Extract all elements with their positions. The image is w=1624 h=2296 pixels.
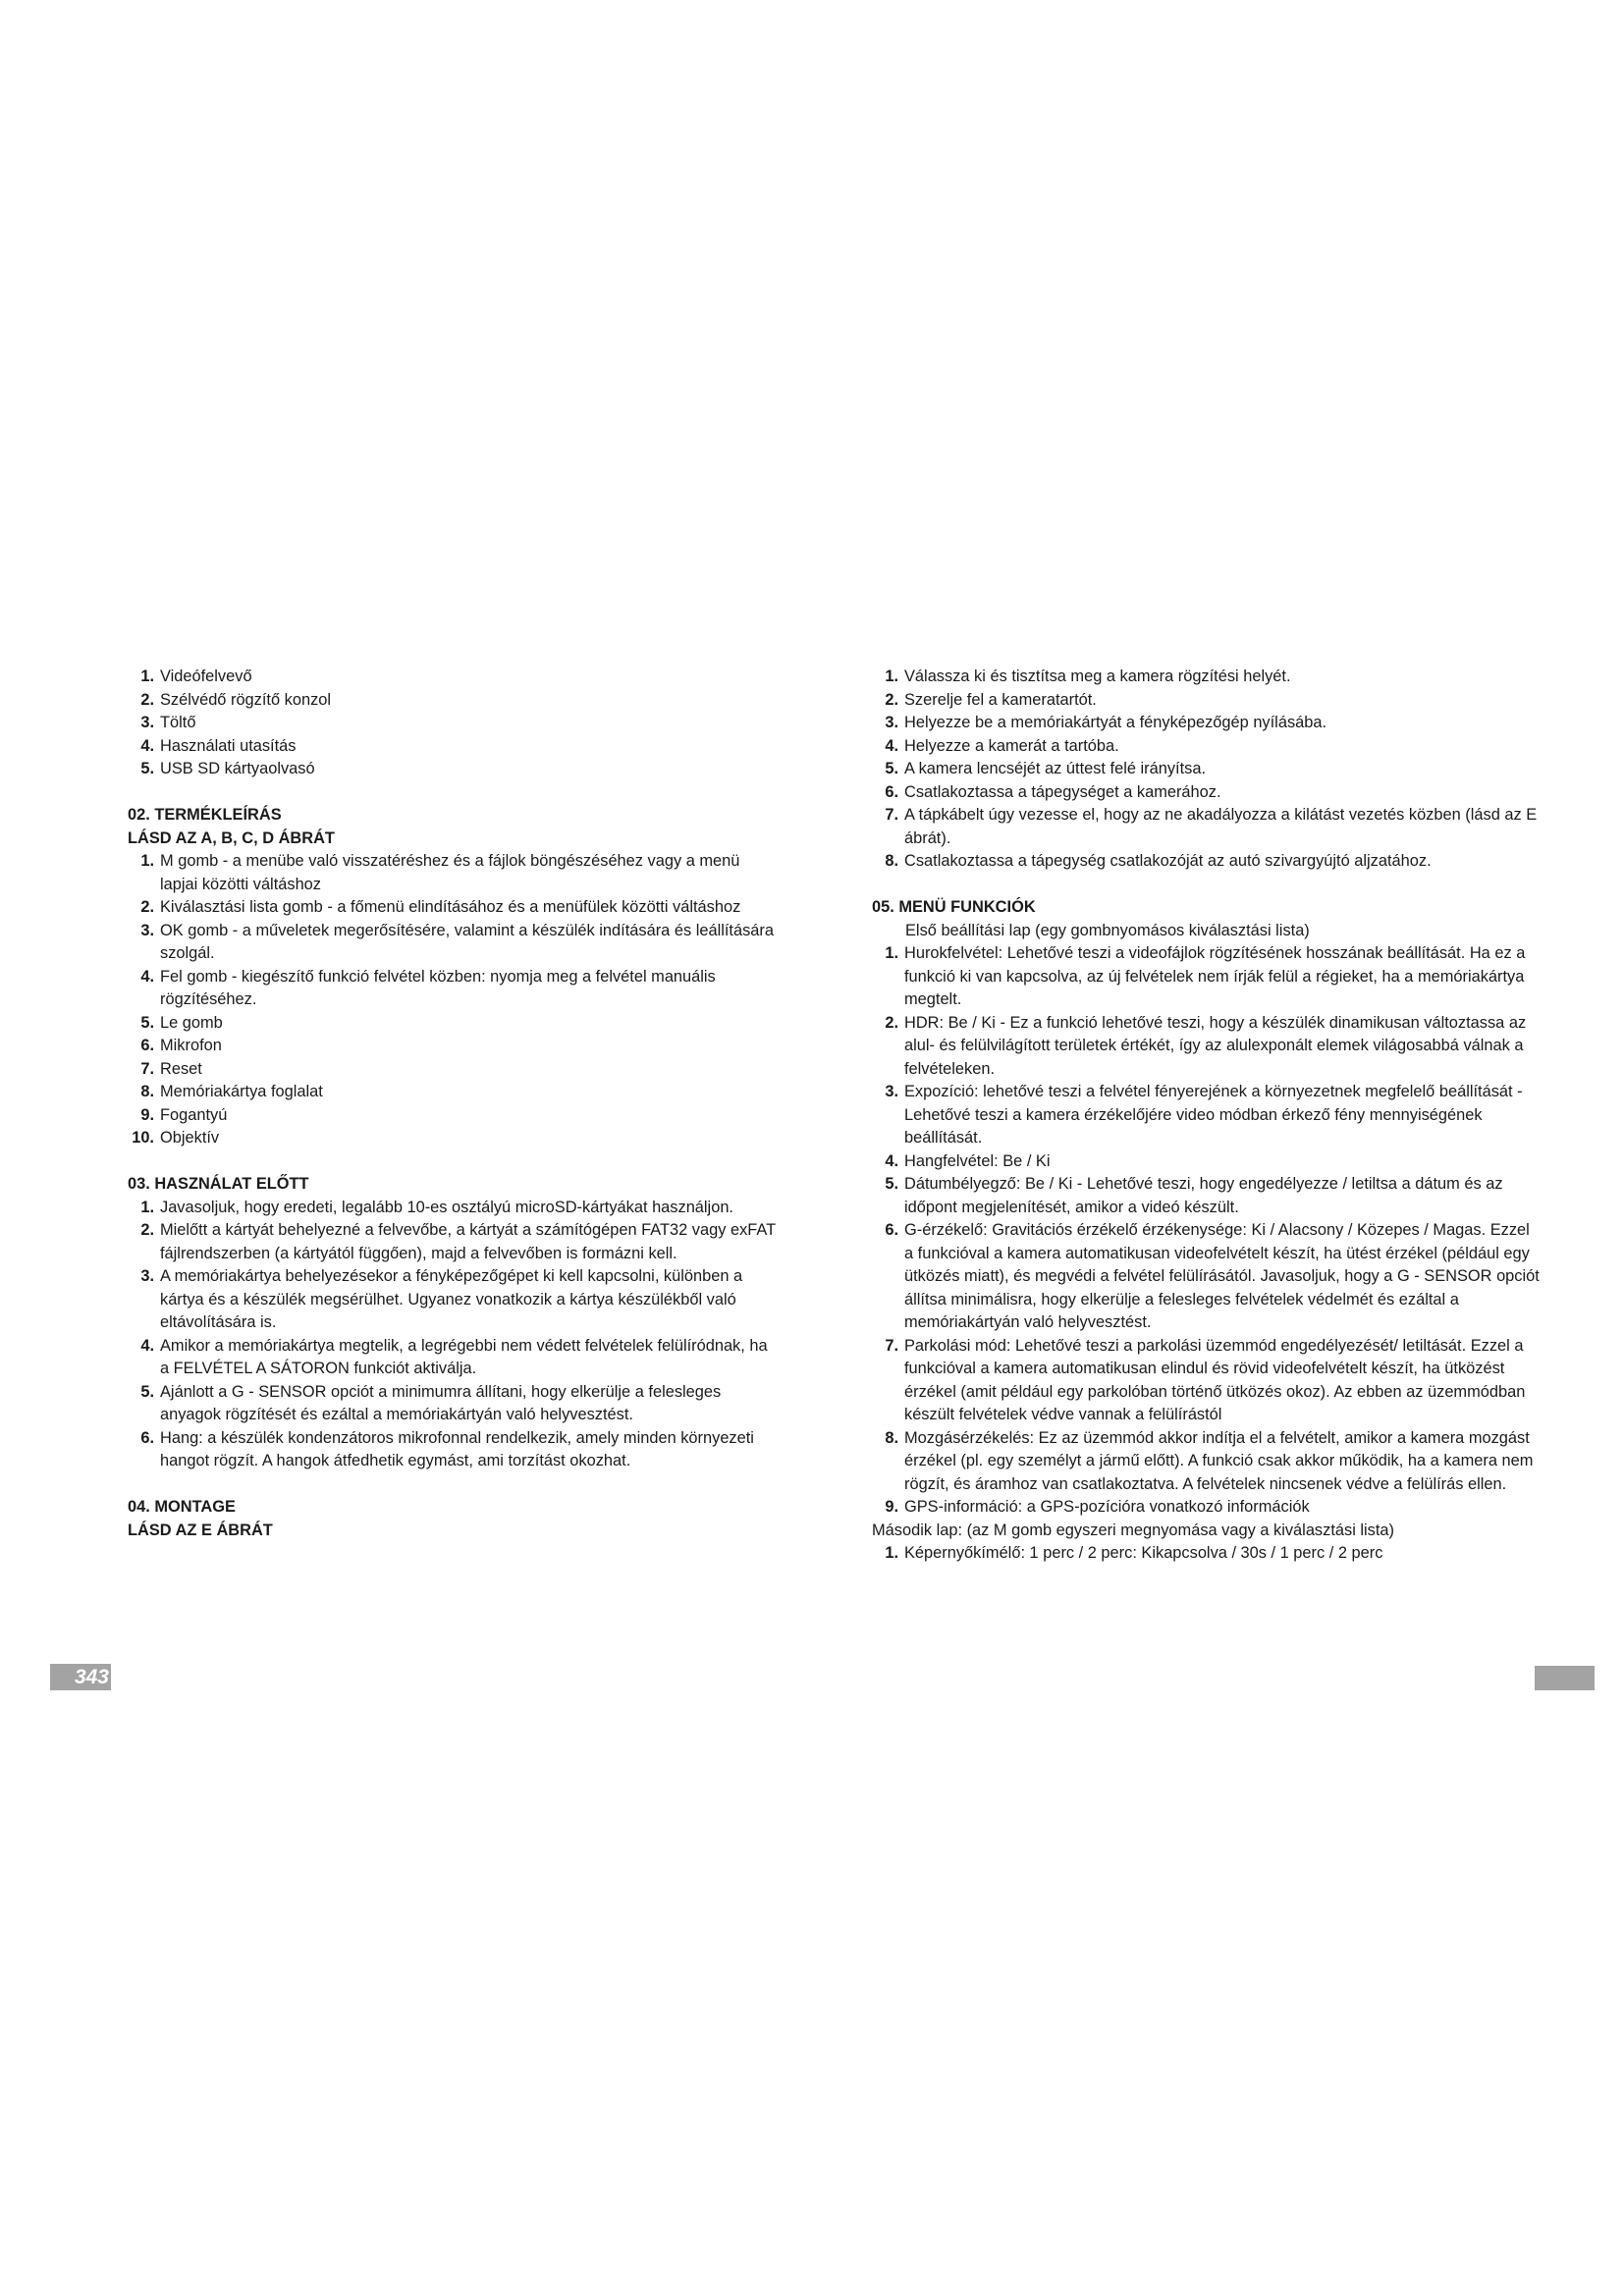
list-item xyxy=(132,758,776,781)
list-item-number: 4. xyxy=(885,1151,898,1170)
list-item-text: Csatlakoztassa a tápegység csatlakozóját az autó szivargyújtó aljzatához. xyxy=(904,852,1432,870)
list-item xyxy=(876,666,1540,689)
package-contents-list xyxy=(132,666,776,781)
list-item xyxy=(132,1058,776,1082)
list-item-text: Javasoljuk, hogy eredeti, legalább 10-es osztályú microSD-kártyákat használjon. xyxy=(160,1198,733,1216)
list-item-text: A memóriakártya behelyezésekor a fényképezőgépet ki kell kapcsolni, különben a kártya és a készülék megsérülhet. Ugyanez vonatkozik a kártya készülékből való eltávolítására is. xyxy=(160,1267,743,1331)
list-item-text: USB SD kártyaolvasó xyxy=(160,760,315,777)
list-item xyxy=(132,966,776,1012)
mounting-steps-list xyxy=(876,666,1540,874)
list-item xyxy=(876,850,1540,874)
list-item-number: 7. xyxy=(140,1059,154,1078)
list-item xyxy=(876,1081,1540,1150)
list-item-number: 9. xyxy=(885,1498,898,1516)
list-item-number: 1. xyxy=(140,1198,154,1216)
list-item-number: 3. xyxy=(140,921,154,939)
list-item-text: Hang: a készülék kondenzátoros mikrofonnal rendelkezik, amely minden környezeti hangot rögzít. A hangok átfedhetik egymást, ami torzítást okozhat. xyxy=(160,1428,754,1469)
list-item-text: Szélvédő rögzítő konzol xyxy=(160,690,332,709)
list-item-number: 4. xyxy=(885,736,898,755)
list-item-number: 3. xyxy=(885,1083,898,1100)
list-item-number: 10. xyxy=(132,1129,154,1147)
list-item xyxy=(876,1496,1540,1520)
product-description-list xyxy=(132,850,776,1150)
list-item-text: A kamera lencséjét az úttest felé irányítsa. xyxy=(904,760,1207,777)
list-item xyxy=(876,1150,1540,1174)
list-item-text: Mielőtt a kártyát behelyezné a felvevőbe, a kártyát a számítógépen FAT32 vagy exFAT fájlrendszerben (a kártyától függően), majd a felvevőben is formázni kell. xyxy=(160,1221,776,1262)
list-item-number: 5. xyxy=(140,1382,154,1401)
list-item-number: 6. xyxy=(140,1428,154,1447)
list-item-number: 4. xyxy=(140,967,154,986)
list-item xyxy=(876,712,1540,735)
list-item xyxy=(132,1427,776,1473)
list-item-text: A tápkábelt úgy vezesse el, hogy az ne akadályozza a kilátást vezetés közben (lásd az E ábrát). xyxy=(904,806,1538,847)
list-item-text: Reset xyxy=(160,1059,202,1078)
list-item-text: Képernyőkímélő: 1 perc / 2 perc: Kikapcsolva / 30s / 1 perc / 2 perc xyxy=(904,1544,1383,1562)
list-item xyxy=(132,1265,776,1335)
list-item-text: Ajánlott a G - SENSOR opciót a minimumra állítani, hogy elkerülje a felesleges anyagok rögzítését és ezáltal a memóriakártyán való helyvesztést. xyxy=(160,1382,722,1423)
list-item-text: Memóriakártya foglalat xyxy=(160,1083,323,1100)
list-item-text: Expozíció: lehetővé teszi a felvétel fényerejének a környezetnek megfelelő beállítását - Lehetővé teszi a kamera érzékelőjére video módban érkező fény mennyiségének beállítását. xyxy=(904,1083,1523,1147)
list-item xyxy=(876,942,1540,1012)
list-item-number: 6. xyxy=(140,1037,154,1054)
list-item-text: GPS-információ: a GPS-pozícióra vonatkozó információk xyxy=(904,1498,1310,1516)
section-05-second-tab: Második lap: (az M gomb egyszeri megnyomása vagy a kiválasztási lista) xyxy=(872,1521,1394,1539)
list-item xyxy=(132,1081,776,1104)
list-item xyxy=(132,1104,776,1128)
list-item-text: Válassza ki és tisztítsa meg a kamera rögzítési helyét. xyxy=(904,667,1291,685)
section-04-title: 04. MONTAGE xyxy=(128,1498,236,1516)
list-item xyxy=(132,896,776,920)
list-item-number: 3. xyxy=(140,1267,154,1285)
list-item-number: 2. xyxy=(885,690,898,709)
list-item xyxy=(132,735,776,759)
list-item xyxy=(132,1035,776,1058)
list-item-number: 3. xyxy=(885,714,898,731)
list-item-text: Használati utasítás xyxy=(160,736,297,755)
list-item-number: 8. xyxy=(140,1083,154,1100)
list-item-text: G-érzékelő: Gravitációs érzékelő érzékenysége: Ki / Alacsony / Közepes / Magas. Ezzel a funkcióval a kamera automatikusan videofelvételt készít, ha ütést érzékel (például egy ütközés miatt), és megvédi a felvétel felülírásától. Javasoljuk, hogy a G - SENSOR opciót állítsa minimálisra, hogy elkerülje a felesleges felvételek védelmét és ezáltal a memóriakártyán való helyvesztést. xyxy=(904,1221,1540,1331)
list-item-text: Parkolási mód: Lehetővé teszi a parkolási üzemmód engedélyezését/ letiltását. Ezzel a funkcióval a kamera automatikusan elindul és rövid videofelvételt készít, ha ütközést érzékel (amit például egy parkolóban történő ütközés okoz). Az ebben az üzemmódban készült felvételek védve vannak a felülírástól xyxy=(904,1336,1526,1423)
list-item-number: 3. xyxy=(140,714,154,731)
list-item xyxy=(132,1381,776,1427)
section-05-title: 05. MENÜ FUNKCIÓK xyxy=(872,898,1036,916)
list-item-text: Fogantyú xyxy=(160,1105,228,1124)
list-item-text: Objektív xyxy=(160,1129,220,1147)
list-item xyxy=(876,781,1540,805)
list-item xyxy=(876,804,1540,850)
list-item-number: 2. xyxy=(885,1013,898,1032)
right-page-tab xyxy=(1535,1666,1595,1690)
list-item-text: Mikrofon xyxy=(160,1037,222,1054)
right-column xyxy=(872,666,1540,1566)
section-05-subtitle: Első beállítási lap (egy gombnyomásos kiválasztási lista) xyxy=(905,921,1310,939)
list-item-number: 5. xyxy=(140,760,154,777)
list-item xyxy=(132,1127,776,1150)
list-item-number: 1. xyxy=(885,1544,898,1562)
list-item-text: Csatlakoztassa a tápegységet a kamerához. xyxy=(904,782,1221,801)
left-column xyxy=(128,666,776,1542)
list-item-number: 1. xyxy=(885,667,898,685)
list-item xyxy=(876,758,1540,781)
list-item-text: Videófelvevő xyxy=(160,667,252,685)
section-04-subtitle: LÁSD AZ E ÁBRÁT xyxy=(128,1521,273,1539)
list-item-text: Dátumbélyegző: Be / Ki - Lehetővé teszi, hogy engedélyezze / letiltsa a dátum és az időpont megjelenítését, amikor a videó készült. xyxy=(904,1175,1503,1216)
list-item-number: 2. xyxy=(140,898,154,916)
list-item xyxy=(132,1335,776,1381)
list-item-number: 1. xyxy=(885,944,898,962)
list-item-number: 6. xyxy=(885,782,898,801)
list-item-number: 5. xyxy=(140,1013,154,1032)
list-item-number: 9. xyxy=(140,1105,154,1124)
list-item-text: M gomb - a menübe való visszatéréshez és a fájlok böngészéséhez vagy a menü lapjai közötti váltáshoz xyxy=(160,852,740,893)
list-item-text: Helyezze a kamerát a tartóba. xyxy=(904,736,1119,755)
list-item-text: OK gomb - a műveletek megerősítésére, valamint a készülék indítására és leállítására szolgál. xyxy=(160,921,774,962)
list-item-number: 8. xyxy=(885,1428,898,1447)
list-item xyxy=(876,1012,1540,1082)
list-item xyxy=(132,666,776,689)
list-item xyxy=(876,1427,1540,1497)
list-item-number: 4. xyxy=(140,736,154,755)
before-use-list xyxy=(132,1197,776,1473)
list-item-number: 7. xyxy=(885,1336,898,1355)
list-item-number: 8. xyxy=(885,852,898,870)
list-item-number: 2. xyxy=(140,1221,154,1239)
list-item-number: 2. xyxy=(140,690,154,709)
list-item xyxy=(876,689,1540,713)
list-item-text: Szerelje fel a kameratartót. xyxy=(904,690,1097,709)
list-item-text: Mozgásérzékelés: Ez az üzemmód akkor indítja el a felvételt, amikor a kamera mozgást érzékel (pl. egy személyt a jármű előtt). A funkció csak akkor működik, ha a kamera nem rögzít, és áramhoz van csatlakoztatva. A felvételek nincsenek védve a felülírás ellen. xyxy=(904,1428,1534,1493)
list-item xyxy=(132,920,776,966)
list-item-text: Helyezze be a memóriakártyát a fényképezőgép nyílásába. xyxy=(904,714,1327,731)
list-item xyxy=(132,689,776,713)
list-item-number: 4. xyxy=(140,1336,154,1355)
list-item-text: Le gomb xyxy=(160,1013,223,1032)
list-item xyxy=(132,1219,776,1265)
page-number: 343 xyxy=(74,1666,109,1688)
list-item-number: 6. xyxy=(885,1221,898,1239)
list-item xyxy=(876,1173,1540,1219)
list-item-number: 5. xyxy=(885,760,898,777)
list-item xyxy=(132,712,776,735)
menu-functions-list xyxy=(876,942,1540,1520)
list-item-number: 1. xyxy=(140,667,154,685)
list-item-text: Fel gomb - kiegészítő funkció felvétel közben: nyomja meg a felvétel manuális rögzítéséhez. xyxy=(160,967,716,1008)
list-item-text: Amikor a memóriakártya megtelik, a legrégebbi nem védett felvételek felülíródnak, ha a FELVÉTEL A SÁTORON funkciót aktiválja. xyxy=(160,1336,768,1377)
list-item xyxy=(876,1542,1540,1566)
list-item xyxy=(132,1012,776,1036)
list-item xyxy=(132,850,776,896)
list-item xyxy=(876,1335,1540,1427)
list-item-text: Kiválasztási lista gomb - a főmenü elindításához és a menüfülek közötti váltáshoz xyxy=(160,898,741,916)
list-item-text: Hangfelvétel: Be / Ki xyxy=(904,1151,1051,1170)
list-item-text: Töltő xyxy=(160,714,196,731)
list-item xyxy=(132,1197,776,1220)
list-item xyxy=(876,735,1540,759)
second-tab-list xyxy=(876,1542,1540,1566)
list-item-number: 5. xyxy=(885,1175,898,1193)
list-item xyxy=(876,1219,1540,1335)
list-item-number: 1. xyxy=(140,852,154,870)
list-item-text: Hurokfelvétel: Lehetővé teszi a videofájlok rögzítésének hosszának beállítását. Ha ez a funkció ki van kapcsolva, az új felvételek nem írják felül a régieket, ha a memóriakártya megtelt. xyxy=(904,944,1526,1008)
section-02-subtitle: LÁSD AZ A, B, C, D ÁBRÁT xyxy=(128,828,335,847)
section-02-title: 02. TERMÉKLEÍRÁS xyxy=(128,806,282,824)
list-item-text: HDR: Be / Ki - Ez a funkció lehetővé teszi, hogy a készülék dinamikusan változtassa az alul- és felülvilágított területek értékét, így az alulexponált elemek világosabbá válnak a felvételeken. xyxy=(904,1013,1527,1078)
list-item-number: 7. xyxy=(885,806,898,824)
section-03-title: 03. HASZNÁLAT ELŐTT xyxy=(128,1175,309,1193)
